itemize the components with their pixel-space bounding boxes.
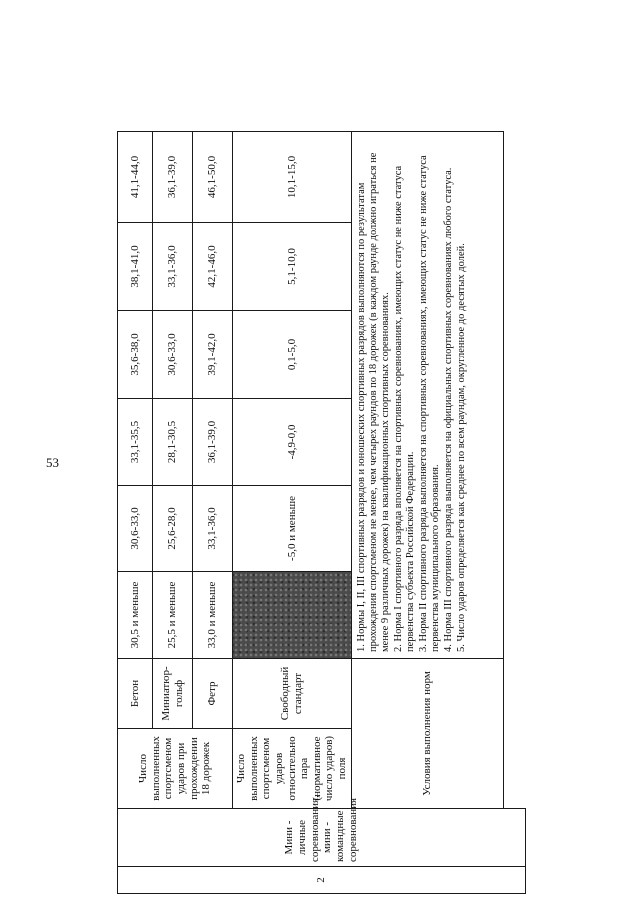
norm-value: 30,6-33,0 [118, 486, 153, 572]
note-5: 5. Число ударов определяется как среднее по всем раундам, округленное до десятых долей. [456, 243, 468, 652]
surface-name: Бетон [118, 659, 153, 729]
criterion-strokes-par: Число выполненных спортсменом ударов относительно пара (нормативное число ударов) поля [233, 729, 352, 809]
norm-value: 33,0 и меньше [193, 572, 233, 659]
note-3: 3. Норма II спортивного разряда выполняется на спортивных соревнованиях, имеющих статус не ниже статуса первенства муниципального образования. [418, 155, 442, 652]
norm-value: 39,1-42,0 [193, 311, 233, 399]
norm-value: 30,6-33,0 [153, 311, 193, 399]
norm-value: 42,1-46,0 [193, 223, 233, 311]
norm-value: -4,9-0,0 [233, 399, 352, 486]
norm-value: 33,1-36,0 [193, 486, 233, 572]
norms-table [117, 131, 526, 894]
row-number: 2 [118, 867, 526, 894]
norm-value: 33,1-35,5 [118, 399, 153, 486]
page-number: 53 [46, 455, 59, 470]
conditions-label: Условия выполнения норм [351, 659, 503, 809]
norm-value: 36,1-39,0 [153, 132, 193, 223]
table-bottom-spacer [503, 132, 525, 809]
note-1: 1. Нормы I, II, III спортивных разрядов и юношеских спортивных разрядов выполняются по результатам прохождения спортсменом не менее, чем четырех раундов по 18 дорожек (в каждом раунде должно играться не менее 9 различных дорожек) на квалификационных спортивных соревнованиях. [355, 152, 391, 652]
surface-name: Свободный стандарт [233, 659, 352, 729]
note-4: 4. Норма III спортивного разряда выполняется на официальных спортивных соревнованиях любого статуса. [443, 167, 455, 652]
norm-value: 28,1-30,5 [153, 399, 193, 486]
norm-value: 30,5 и меньше [118, 572, 153, 659]
criterion-strokes-18: Число выполненных спортсменом ударов при прохождении 18 дорожек [118, 729, 233, 809]
rotated-table-wrapper [117, 132, 523, 894]
norm-value: 10,1-15,0 [233, 132, 352, 223]
norm-value: 25,5 и меньше [153, 572, 193, 659]
norm-value: 0,1-5,0 [233, 311, 352, 399]
surface-name: Фетр [193, 659, 233, 729]
surface-name: Миниатюр-гольф [153, 659, 193, 729]
note-2: 2. Норма I спортивного разряда вполняется на спортивных соревнованиях, имеющих статус не ниже статуса первенства субъекта Российской Федерации. [392, 165, 417, 652]
conditions-notes [351, 132, 503, 659]
norm-value: 25,6-28,0 [153, 486, 193, 572]
shaded-empty-cell [233, 572, 352, 659]
norm-value: 41,1-44,0 [118, 132, 153, 223]
norm-value: 36,1-39,0 [193, 399, 233, 486]
norm-value: 46,1-50,0 [193, 132, 233, 223]
norm-value: 35,6-38,0 [118, 311, 153, 399]
norm-value: 5,1-10,0 [233, 223, 352, 311]
norm-value: -5,0 и меньше [233, 486, 352, 572]
norm-value: 33,1-36,0 [153, 223, 193, 311]
norm-value: 38,1-41,0 [118, 223, 153, 311]
discipline-cell: Мини - личные соревнования, мини - командные соревнования [118, 809, 526, 867]
